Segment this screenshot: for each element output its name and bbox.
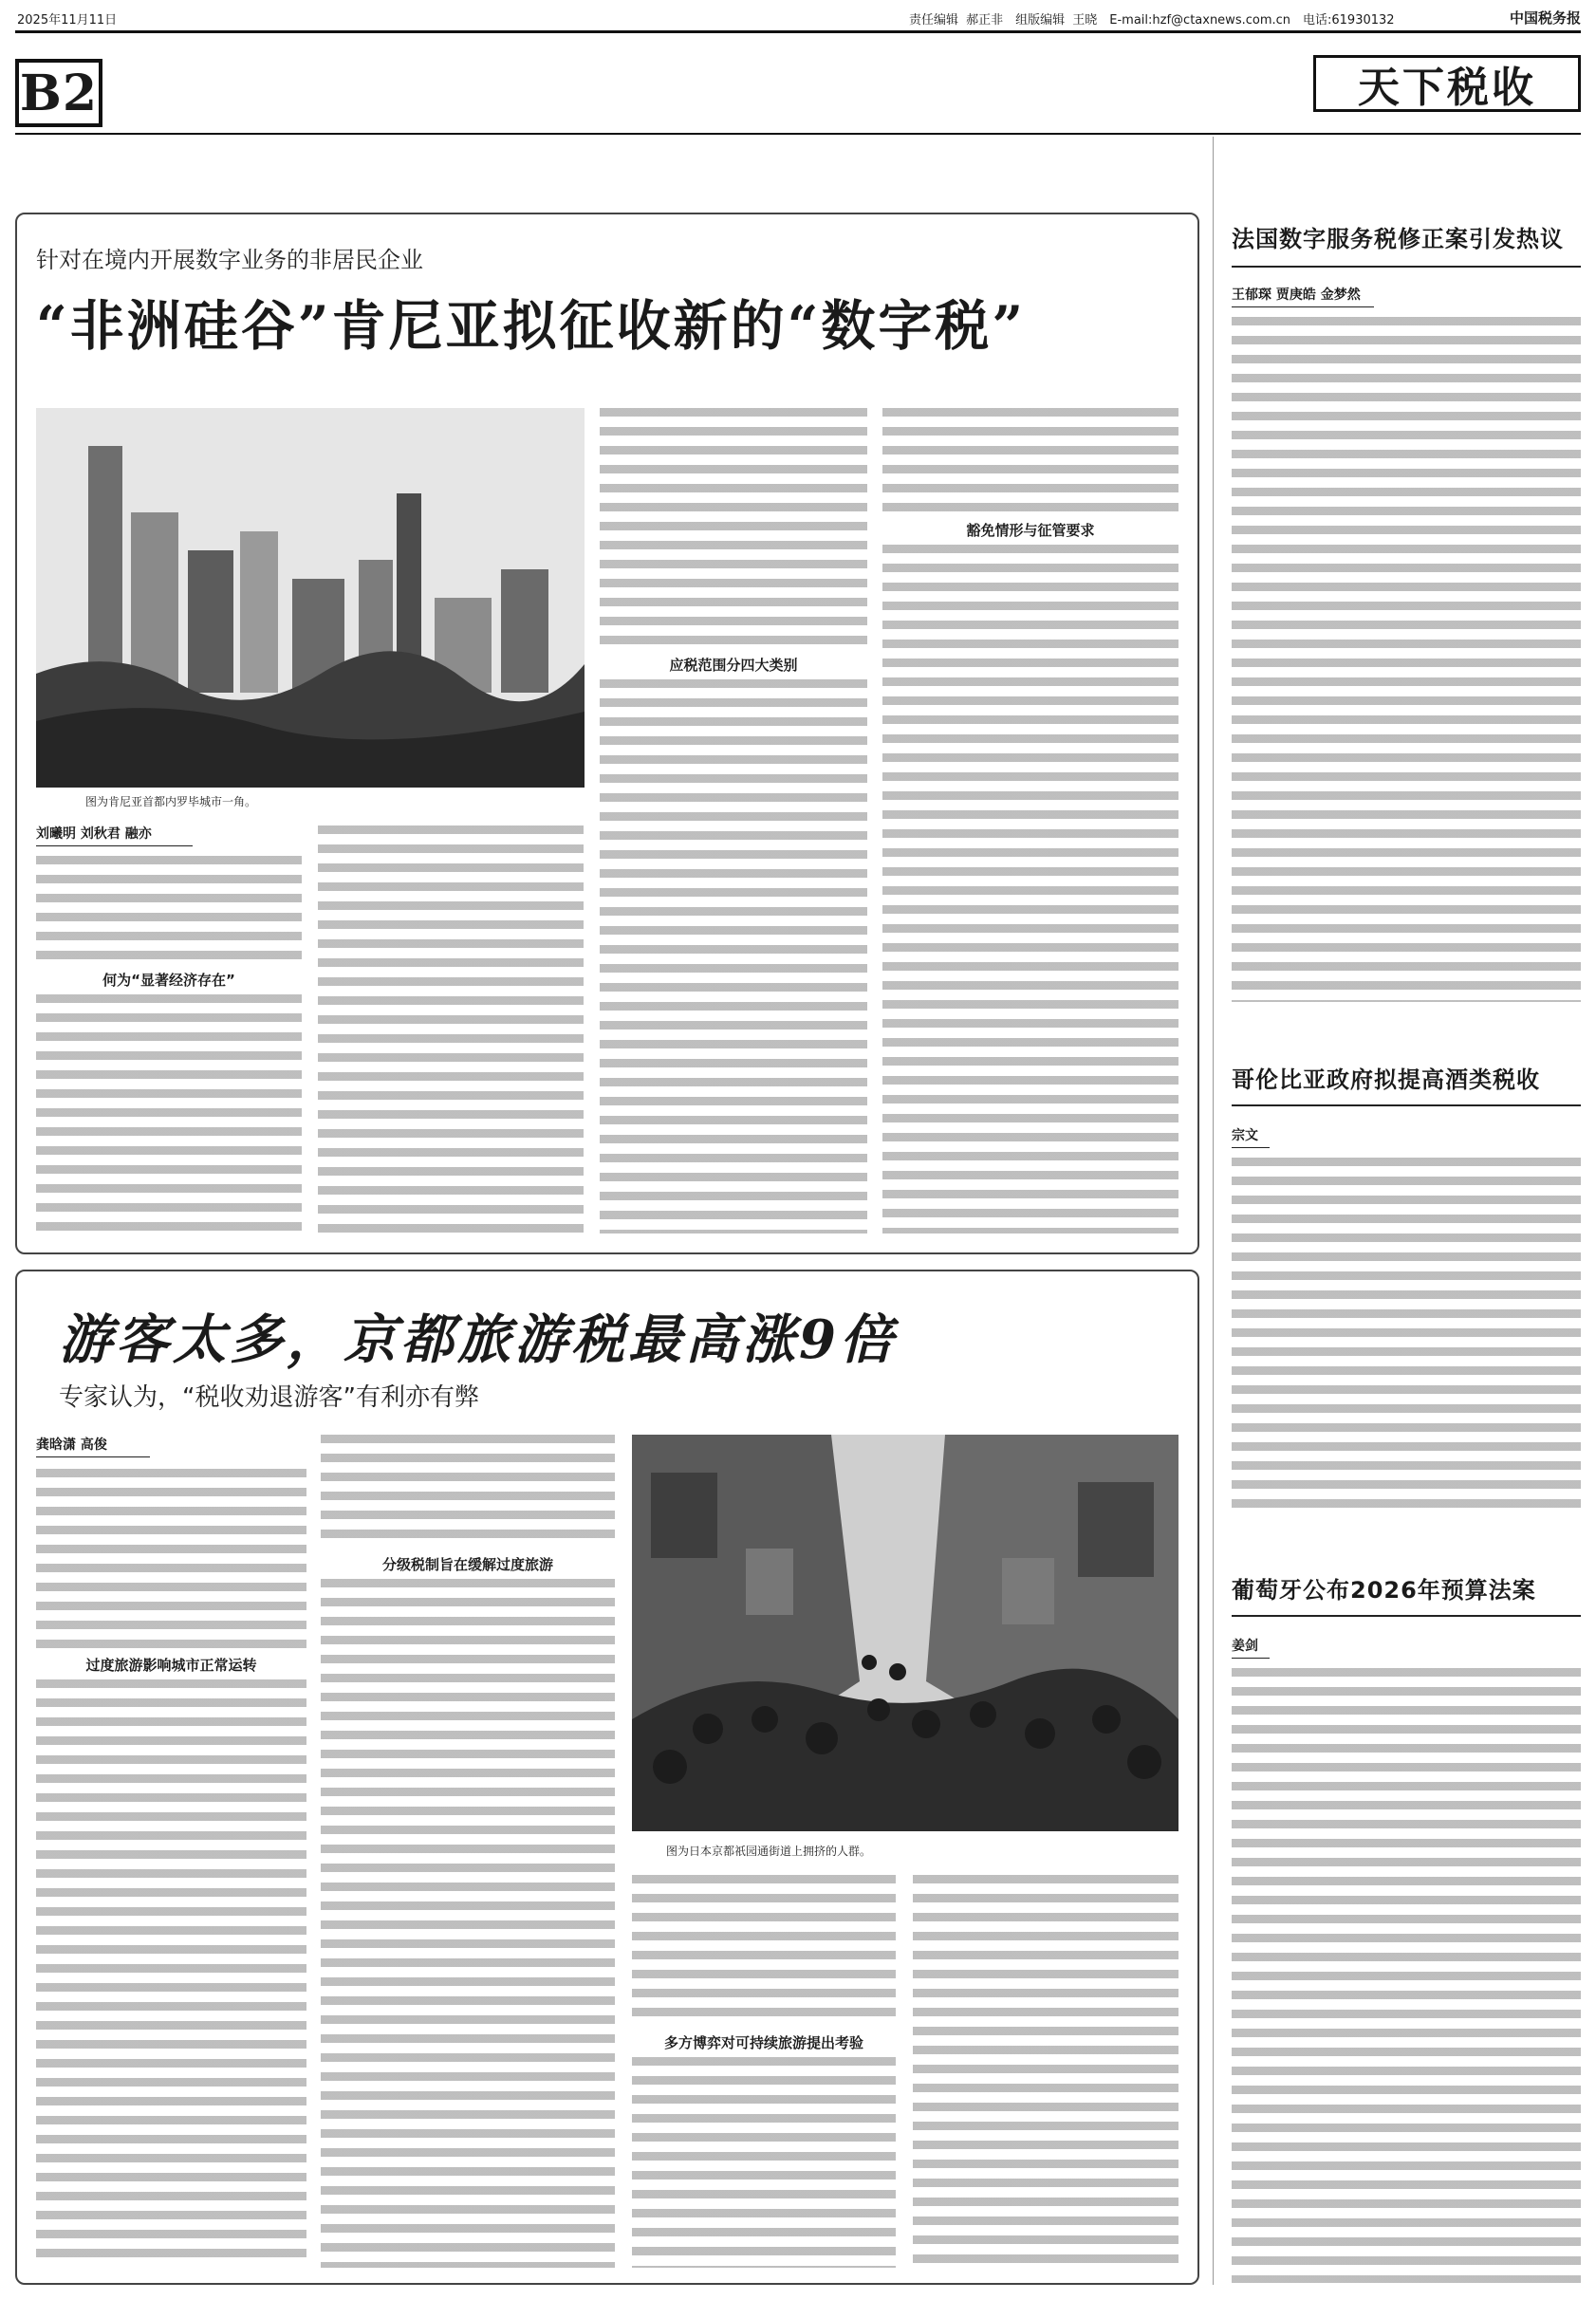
- kyoto-byline: 龚晗潇 高俊: [36, 1435, 150, 1457]
- kenya-headline: “非洲硅谷”肯尼亚拟征收新的“数字税”: [36, 294, 1027, 358]
- section-rule: [15, 133, 1581, 135]
- kenya-col3-text-a: [600, 408, 867, 647]
- kyoto-col4-text: [913, 1875, 1178, 2268]
- kenya-subhead-1: 何为“显著经济存在”: [102, 972, 235, 989]
- kenya-col4-text-b: [882, 545, 1178, 1233]
- section-title: 天下税收: [1313, 55, 1581, 112]
- kyoto-subhead-2: 分级税制旨在缓解过度旅游: [381, 1556, 553, 1573]
- kenya-col2-text: [318, 825, 584, 1233]
- colombia-byline: 宗文: [1232, 1125, 1270, 1148]
- kenya-col3-text-b: [600, 679, 867, 1233]
- kenya-subhead-2: 应税范围分四大类别: [669, 657, 798, 674]
- kyoto-subhead-3: 多方博弈对可持续旅游提出考验: [663, 2034, 863, 2051]
- france-headline: 法国数字服务税修正案引发热议: [1232, 226, 1564, 252]
- kenya-kicker: 针对在境内开展数字业务的非居民企业: [36, 247, 423, 273]
- colombia-rule: [1232, 1104, 1581, 1106]
- kenya-subhead-3: 豁免情形与征管要求: [966, 522, 1095, 539]
- colombia-body-text: [1232, 1158, 1581, 1511]
- nairobi-photo: [36, 408, 585, 788]
- france-rule: [1232, 266, 1581, 268]
- kyoto-headline: 游客太多，京都旅游税最高涨9倍: [59, 1308, 897, 1371]
- portugal-byline: 姜剑: [1232, 1636, 1270, 1659]
- france-byline: 王郁琛 贾庚皓 金梦然: [1232, 285, 1374, 307]
- page-number: B2: [15, 59, 102, 127]
- kyoto-subhead-1: 过度旅游影响城市正常运转: [85, 1657, 257, 1674]
- sidebar-divider: [1213, 137, 1214, 2285]
- header-rule: [15, 30, 1581, 33]
- kyoto-col2-text-b: [321, 1579, 615, 2268]
- nairobi-photo-caption: 图为肯尼亚首都内罗毕城市一角。: [85, 795, 257, 808]
- kyoto-col1-text-a: [36, 1469, 306, 1649]
- publication-name: 中国税务报: [1509, 9, 1581, 27]
- kenya-col4-text-a: [882, 408, 1178, 514]
- kyoto-col3-text-b: [632, 2057, 896, 2268]
- portugal-rule: [1232, 1615, 1581, 1617]
- france-body-text: [1232, 317, 1581, 1002]
- kenya-col1-text-b: [36, 994, 302, 1233]
- kyoto-col3-text-a: [632, 1875, 896, 2027]
- colombia-headline: 哥伦比亚政府拟提高酒类税收: [1232, 1067, 1540, 1093]
- issue-date: 2025年11月11日: [17, 13, 118, 28]
- kenya-byline: 刘曦明 刘秋君 融亦: [36, 824, 193, 846]
- nairobi-skyline-image: [36, 408, 585, 788]
- kyoto-photo-caption: 图为日本京都祇园通街道上拥挤的人群。: [666, 1845, 872, 1858]
- kyoto-kicker: 专家认为，“税收劝退游客”有利亦有弊: [59, 1383, 479, 1412]
- portugal-body-text: [1232, 1668, 1581, 2283]
- kyoto-street-photo: [632, 1435, 1178, 1831]
- kyoto-col2-text-a: [321, 1435, 615, 1549]
- editor-credits: 责任编辑 郝正非 组版编辑 王晓 E-mail:hzf@ctaxnews.com.cn 电话:61930132: [909, 13, 1395, 28]
- portugal-headline: 葡萄牙公布2026年预算法案: [1232, 1577, 1536, 1604]
- kyoto-col1-text-b: [36, 1679, 306, 2268]
- kyoto-crowd-image: [632, 1435, 1178, 1831]
- kenya-col1-text-a: [36, 856, 302, 965]
